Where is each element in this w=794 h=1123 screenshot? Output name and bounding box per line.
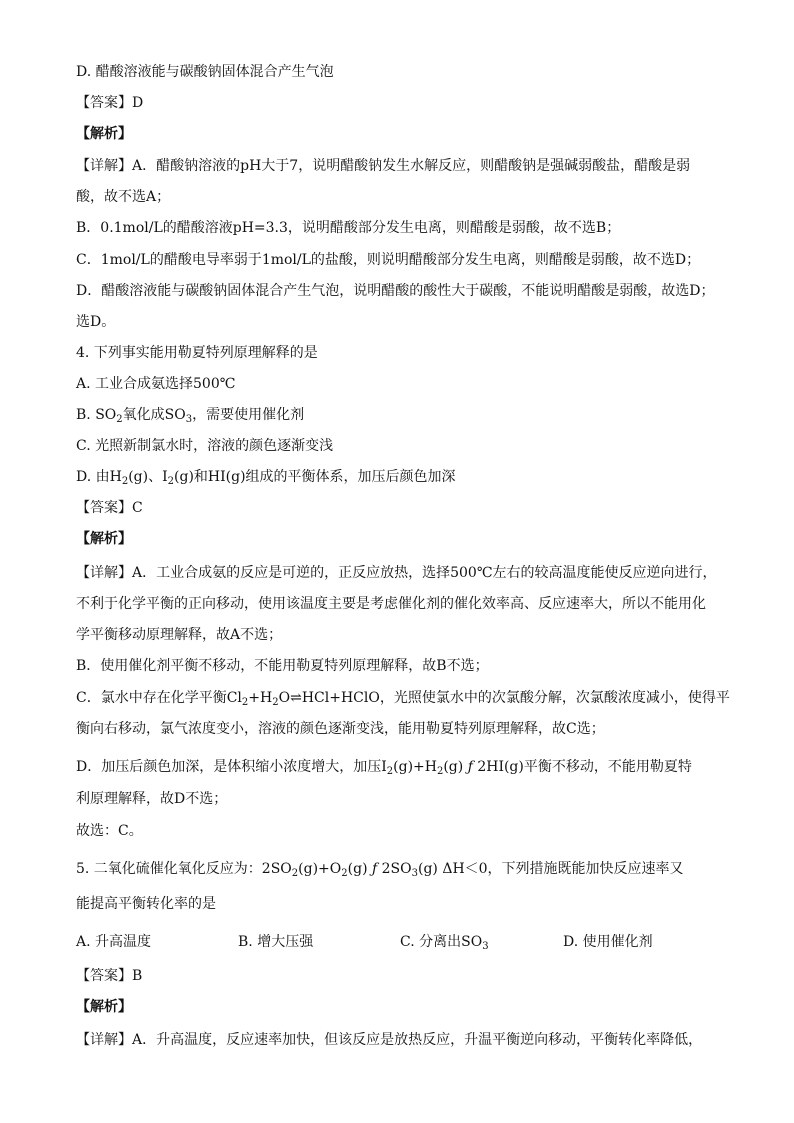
option-c-q5: C. 分离出$SO_3$: [400, 934, 489, 952]
explanation-line: 不利于化学平衡的正向移动，使用该温度主要是考虑催化剂的催化效率高、反应速率大，所以不能用化: [76, 596, 706, 612]
question-4-stem: 4. 下列事实能用勒夏特列原理解释的是: [76, 345, 318, 361]
option-a-q4: A. 工业合成氨选择500℃: [76, 376, 236, 392]
option-d-q5: D. 使用催化剂: [563, 934, 653, 950]
equilibrium-arrow-glyph: ƒ: [371, 861, 378, 877]
analysis-label-q5: 【解析】: [76, 999, 132, 1015]
explanation-line: 学平衡移动原理解释，故A不选；: [76, 627, 283, 643]
explanation-line: C．氯水中存在化学平衡$Cl_2+H_2O\rightleftharpoons HCl+HClO$，光照使氯水中的次氯酸分解，次氯酸浓度减小，使得平: [76, 690, 730, 708]
explanation-line: 衡向右移动，氯气浓度变小，溶液的颜色逐渐变浅，能用勒夏特列原理解释，故C选；: [76, 721, 605, 737]
explanation-line: 【详解】A．升高温度，反应速率加快，但该反应是放热反应，升温平衡逆向移动，平衡转化率降低，: [76, 1032, 703, 1048]
explanation-line: C．1mol/L的醋酸电导率弱于1mol/L的盐酸，则说明醋酸部分发生电离，则醋酸是弱酸，故不选D；: [76, 252, 701, 268]
question-5-stem: 5. 二氧化硫催化氧化反应为：$2SO_2(g)+O_2(g)$ ƒ $2SO_3(g)$ ΔH＜0，下列措施既能加快反应速率又: [76, 861, 684, 879]
explanation-line: B．0.1mol/L的醋酸溶液pH=3.3，说明醋酸部分发生电离，则醋酸是弱酸，故不选B；: [76, 220, 621, 236]
option-c-q4: C. 光照新制氯水时，溶液的颜色逐渐变浅: [76, 438, 334, 454]
option-d-q3: D. 醋酸溶液能与碳酸钠固体混合产生气泡: [76, 64, 334, 80]
explanation-line: 【详解】A．醋酸钠溶液的pH大于7，说明醋酸钠发生水解反应，则醋酸钠是强碱弱酸盐，醋酸是弱: [76, 158, 691, 174]
explanation-line: 选D。: [76, 314, 116, 330]
explanation-line: 利原理解释，故D不选；: [76, 791, 228, 807]
option-b-q4: B. $SO_2$氧化成$SO_3$，需要使用催化剂: [76, 407, 305, 425]
question-5-stem-cont: 能提高平衡转化率的是: [76, 896, 216, 912]
equilibrium-arrow-glyph: ƒ: [467, 759, 473, 775]
explanation-line: D．醋酸溶液能与碳酸钠固体混合产生气泡，说明醋酸的酸性大于碳酸，不能说明醋酸是弱酸，故选D；: [76, 283, 715, 299]
option-d-q4: D. 由$H_2(g)$、$I_2(g)$和HI(g)组成的平衡体系，加压后颜色加深: [76, 469, 456, 487]
option-b-q5: B. 增大压强: [238, 934, 314, 950]
explanation-line: 【详解】A．工业合成氨的反应是可逆的，正反应放热，选择500℃左右的较高温度能使反应逆向进行，: [76, 565, 717, 581]
analysis-label-q3: 【解析】: [76, 126, 132, 142]
conclusion-line: 故选：C。: [76, 823, 143, 839]
explanation-line: D．加压后颜色加深，是体积缩小浓度增大，加压$I_2(g)+H_2(g)$ ƒ 2HI(g)平衡不移动，不能用勒夏特: [76, 759, 692, 777]
analysis-label-q4: 【解析】: [76, 531, 132, 547]
answer-label-q5: 【答案】B: [76, 968, 143, 984]
explanation-line: 酸，故不选A；: [76, 189, 171, 205]
explanation-line: B．使用催化剂平衡不移动，不能用勒夏特列原理解释，故B不选；: [76, 658, 489, 674]
answer-label-q4: 【答案】C: [76, 500, 143, 516]
answer-label-q3: 【答案】D: [76, 95, 144, 111]
option-a-q5: A. 升高温度: [76, 934, 152, 950]
